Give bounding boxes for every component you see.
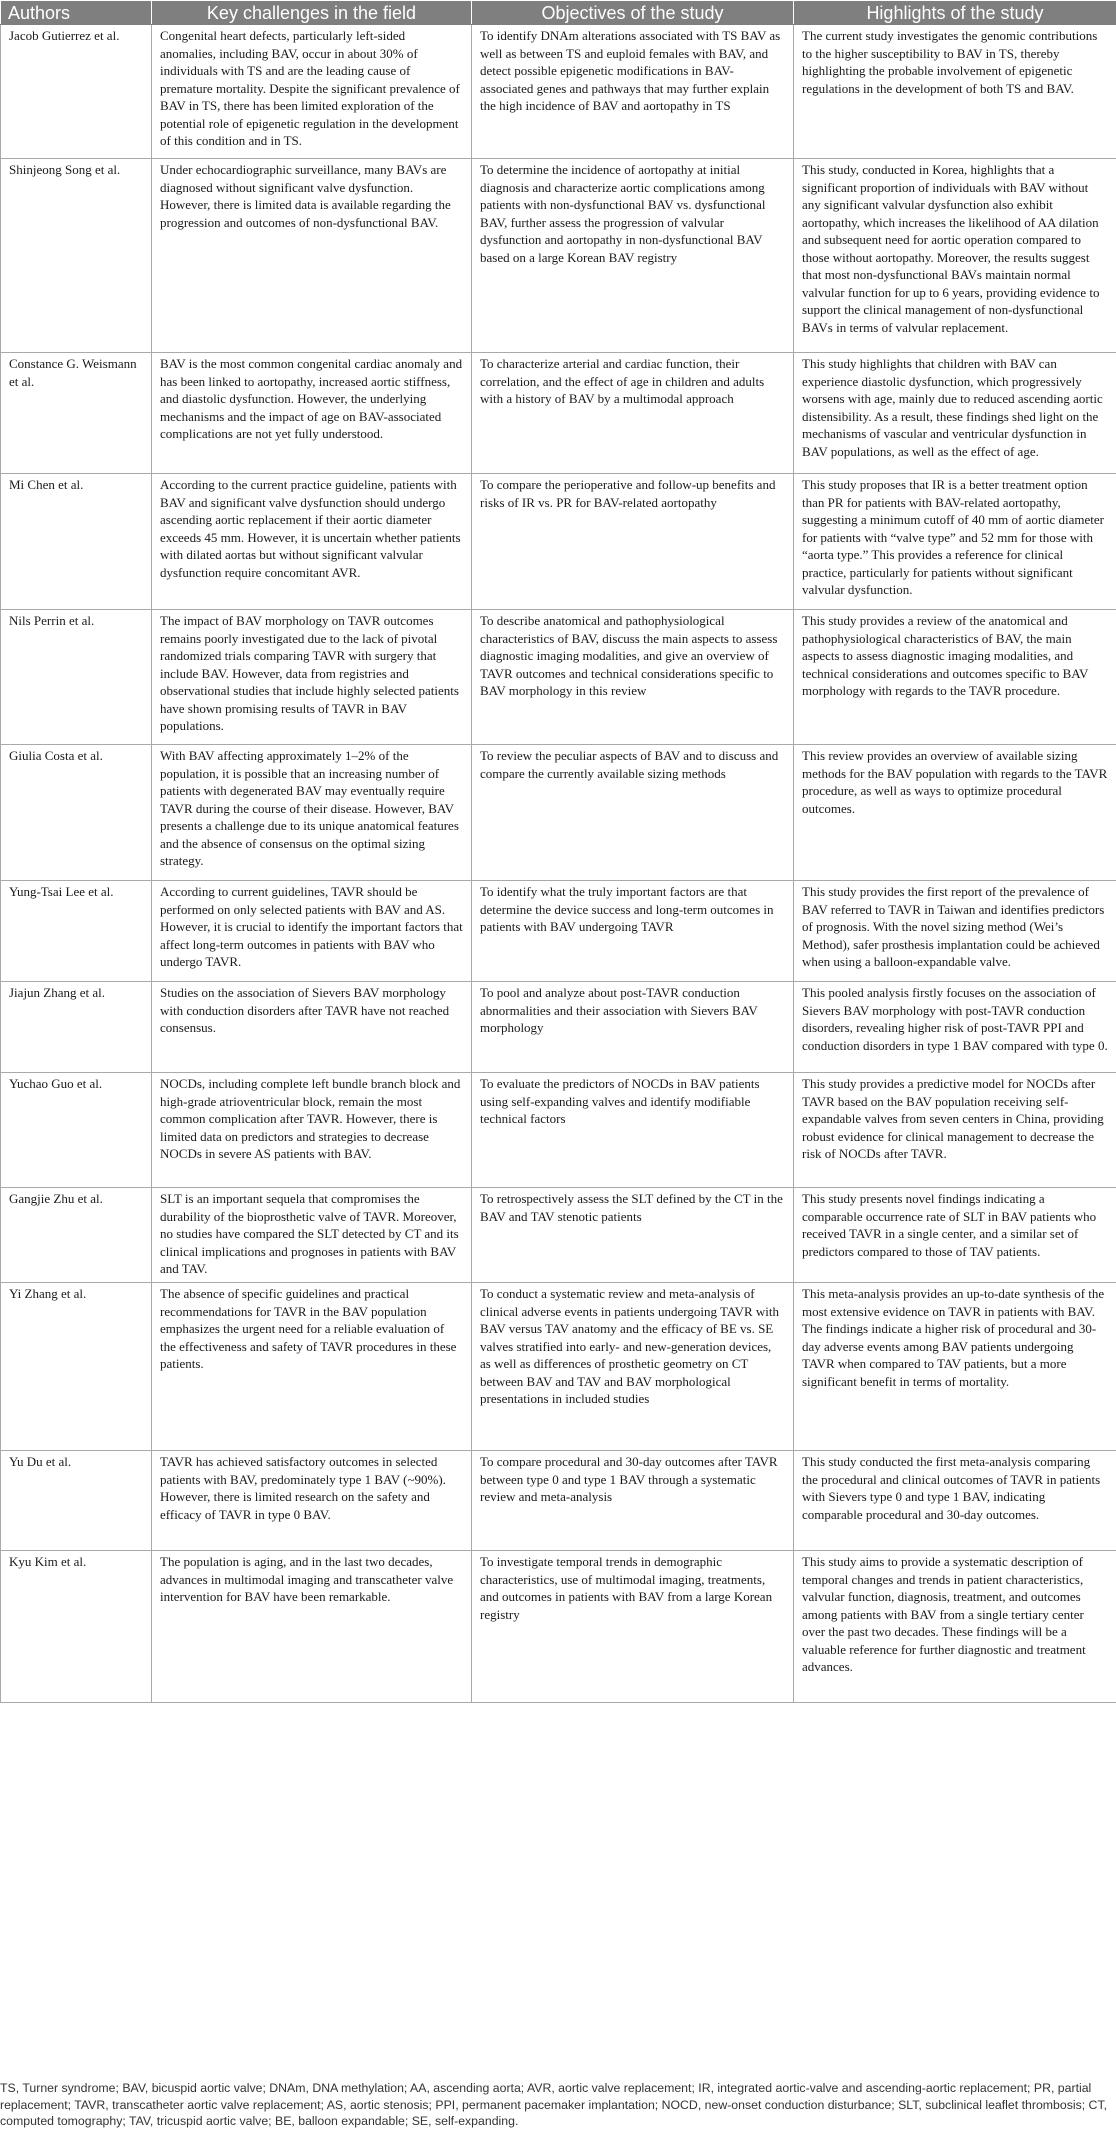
cell-highlights: This study presents novel findings indicating a comparable occurrence rate of SLT in BAV patients who received TAVR in a single center, and a similar set of predictors compared to those of TAV patients. (794, 1188, 1116, 1283)
table-row (1, 881, 1116, 982)
cell-objectives: To pool and analyze about post-TAVR conduction abnormalities and their association with Sievers BAV morphology (472, 982, 794, 1073)
cell-authors: Jiajun Zhang et al. (1, 982, 152, 1073)
table-row (1, 25, 1116, 159)
header-objectives: Objectives of the study (472, 1, 794, 25)
cell-highlights: This study proposes that IR is a better treatment option than PR for patients with BAV-related aortopathy, suggesting a minimum cutoff of 40 mm of aortic diameter for patients with “valve type” and 52 mm for those with “aorta type.” This provides a reference for clinical practice, particularly for patients without significant valvular dysfunction. (794, 474, 1116, 610)
cell-authors: Yung-Tsai Lee et al. (1, 881, 152, 982)
cell-highlights: This review provides an overview of available sizing methods for the BAV population with regards to the TAVR procedure, as well as ways to optimize procedural outcomes. (794, 745, 1116, 881)
cell-objectives: To review the peculiar aspects of BAV and to discuss and compare the currently available sizing methods (472, 745, 794, 881)
cell-highlights: This study highlights that children with BAV can experience diastolic dysfunction, which progressively worsens with age, mainly due to reduced ascending aortic distensibility. As a result, these findings shed light on the mechanisms of vascular and ventricular dysfunction in BAV populations, as well as the effect of age. (794, 353, 1116, 474)
table-row (1, 1283, 1116, 1451)
table-row (1, 474, 1116, 610)
cell-challenges: Congenital heart defects, particularly left-sided anomalies, including BAV, occur in about 30% of individuals with TS and are the leading cause of premature mortality. Despite the significant prevalence of BAV in TS, there has been limited exploration of the potential role of epigenetic regulation in the development of this condition and in TS. (152, 25, 472, 159)
cell-objectives: To identify what the truly important factors are that determine the device success and long-term outcomes in patients with BAV undergoing TAVR (472, 881, 794, 982)
cell-challenges: Under echocardiographic surveillance, many BAVs are diagnosed without significant valve dysfunction. However, there is limited data is available regarding the progression and outcomes of non-dysfunctional BAV. (152, 159, 472, 353)
cell-challenges: According to the current practice guideline, patients with BAV and significant valve dysfunction should undergo ascending aortic replacement if their aortic diameter exceeds 45 mm. However, it is uncertain whether patients with dilated aortas but without significant valvular dysfunction require concomitant AVR. (152, 474, 472, 610)
cell-objectives: To compare the perioperative and follow-up benefits and risks of IR vs. PR for BAV-related aortopathy (472, 474, 794, 610)
cell-challenges: BAV is the most common congenital cardiac anomaly and has been linked to aortopathy, increased aortic stiffness, and diastolic dysfunction. However, the underlying mechanisms and the impact of age on BAV-associated complications are not yet fully understood. (152, 353, 472, 474)
cell-challenges: NOCDs, including complete left bundle branch block and high-grade atrioventricular block, remain the most common complication after TAVR. However, there is limited data on predictors and strategies to decrease NOCDs in severe AS patients with BAV. (152, 1073, 472, 1188)
cell-authors: Yuchao Guo et al. (1, 1073, 152, 1188)
cell-highlights: This study provides the first report of the prevalence of BAV referred to TAVR in Taiwan and identifies predictors of prognosis. With the novel sizing method (Wei’s Method), safer prosthesis implantation could be achieved when using a balloon-expandable valve. (794, 881, 1116, 982)
header-authors: Authors (1, 1, 152, 25)
cell-challenges: The absence of specific guidelines and practical recommendations for TAVR in the BAV population emphasizes the urgent need for a reliable evaluation of the effectiveness and safety of TAVR procedures in these patients. (152, 1283, 472, 1451)
cell-objectives: To retrospectively assess the SLT defined by the CT in the BAV and TAV stenotic patients (472, 1188, 794, 1283)
table-footnote: TS, Turner syndrome; BAV, bicuspid aortic valve; DNAm, DNA methylation; AA, ascending aorta; AVR, aortic valve replacement; IR, integrated aortic-valve and ascending-aortic replacement; PR, partial replacement; TAVR, transcatheter aortic valve replacement; AS, aortic stenosis; PPI, permanent pacemaker implantation; NOCD, new-onset conduction disturbance; SLT, subclinical leaflet thrombosis; CT, computed tomography; TAV, tricuspid aortic valve; BE, balloon expandable; SE, self-expanding. (0, 2080, 1112, 2130)
table-row (1, 353, 1116, 474)
table-row (1, 1073, 1116, 1188)
cell-objectives: To compare procedural and 30-day outcomes after TAVR between type 0 and type 1 BAV through a systematic review and meta-analysis (472, 1451, 794, 1551)
cell-highlights: This study aims to provide a systematic description of temporal changes and trends in patient characteristics, valvular function, diagnosis, treatment, and outcomes among patients with BAV from a single tertiary center over the past two decades. These findings will be a valuable reference for further diagnostic and treatment advances. (794, 1551, 1116, 1703)
cell-objectives: To conduct a systematic review and meta-analysis of clinical adverse events in patients undergoing TAVR with BAV versus TAV anatomy and the efficacy of BE vs. SE valves stratified into early- and new-generation devices, as well as differences of prosthetic geometry on CT between BAV and TAV and BAV morphological presentations in included studies (472, 1283, 794, 1451)
cell-challenges: The impact of BAV morphology on TAVR outcomes remains poorly investigated due to the lack of pivotal randomized trials comparing TAVR with surgery that include BAV. However, data from registries and observational studies that include highly selected patients have shown promising results of TAVR in BAV populations. (152, 610, 472, 745)
cell-highlights: This pooled analysis firstly focuses on the association of Sievers BAV morphology with post-TAVR conduction disorders, revealing higher risk of post-TAVR PPI and conduction disorders in type 1 BAV compared with type 0. (794, 982, 1116, 1073)
table-row (1, 610, 1116, 745)
cell-challenges: TAVR has achieved satisfactory outcomes in selected patients with BAV, predominately type 1 BAV (~90%). However, there is limited research on the safety and efficacy of TAVR in type 0 BAV. (152, 1451, 472, 1551)
cell-authors: Giulia Costa et al. (1, 745, 152, 881)
table-row (1, 982, 1116, 1073)
cell-challenges: SLT is an important sequela that compromises the durability of the bioprosthetic valve of TAVR. Moreover, no studies have compared the SLT detected by CT and its clinical implications and prognoses in patients with BAV and TAV. (152, 1188, 472, 1283)
cell-authors: Mi Chen et al. (1, 474, 152, 610)
cell-objectives: To determine the incidence of aortopathy at initial diagnosis and characterize aortic complications among patients with non-dysfunctional BAV vs. dysfunctional BAV, further assess the progression of valvular dysfunction and aortopathy in non-dysfunctional BAV based on a large Korean BAV registry (472, 159, 794, 353)
cell-highlights: This study conducted the first meta-analysis comparing the procedural and clinical outcomes of TAVR in patients with Sievers type 0 and type 1 BAV, indicating comparable procedural and 30-day outcomes. (794, 1451, 1116, 1551)
table-row (1, 1451, 1116, 1551)
cell-challenges: The population is aging, and in the last two decades, advances in multimodal imaging and transcatheter valve intervention for BAV have been remarkable. (152, 1551, 472, 1703)
cell-objectives: To investigate temporal trends in demographic characteristics, use of multimodal imaging, treatments, and outcomes in patients with BAV from a large Korean registry (472, 1551, 794, 1703)
cell-highlights: This study provides a predictive model for NOCDs after TAVR based on the BAV population receiving self-expandable valves from seven centers in China, providing robust evidence for clinical management to decrease the risk of NOCDs after TAVR. (794, 1073, 1116, 1188)
table-row (1, 1188, 1116, 1283)
cell-highlights: This study, conducted in Korea, highlights that a significant proportion of individuals with BAV without any significant valvular dysfunction also exhibit aortopathy, which increases the likelihood of AA dilation and subsequent need for aortic operation compared to those without aortopathy. Moreover, the results suggest that most non-dysfunctional BAVs maintain normal valvular function for up to 6 years, providing evidence to support the clinical management of non-dysfunctional BAVs in terms of valvular replacement. (794, 159, 1116, 353)
table-header-row (1, 1, 1116, 25)
cell-objectives: To characterize arterial and cardiac function, their correlation, and the effect of age in children and adults with a history of BAV by a multimodal approach (472, 353, 794, 474)
cell-authors: Shinjeong Song et al. (1, 159, 152, 353)
cell-authors: Constance G. Weismann et al. (1, 353, 152, 474)
cell-challenges: According to current guidelines, TAVR should be performed on only selected patients with BAV and AS. However, it is crucial to identify the important factors that affect long-term outcomes in patients with BAV who undergo TAVR. (152, 881, 472, 982)
cell-authors: Kyu Kim et al. (1, 1551, 152, 1703)
cell-authors: Nils Perrin et al. (1, 610, 152, 745)
cell-objectives: To describe anatomical and pathophysiological characteristics of BAV, discuss the main aspects to assess diagnostic imaging modalities, and give an overview of TAVR outcomes and technical considerations specific to BAV morphology in this review (472, 610, 794, 745)
table-row (1, 159, 1116, 353)
header-key-challenges: Key challenges in the field (152, 1, 472, 25)
cell-authors: Gangjie Zhu et al. (1, 1188, 152, 1283)
cell-authors: Yu Du et al. (1, 1451, 152, 1551)
cell-highlights: This study provides a review of the anatomical and pathophysiological characteristics of BAV, the main aspects to assess diagnostic imaging modalities, and technical considerations and outcomes specific to BAV morphology with regards to the TAVR procedure. (794, 610, 1116, 745)
table-row (1, 1551, 1116, 1703)
cell-challenges: With BAV affecting approximately 1–2% of the population, it is possible that an increasing number of patients with degenerated BAV may eventually require TAVR during the course of their disease. However, BAV presents a challenge due to its unique anatomical features and the absence of consensus on the optimal sizing strategy. (152, 745, 472, 881)
cell-authors: Yi Zhang et al. (1, 1283, 152, 1451)
table-row (1, 745, 1116, 881)
cell-highlights: The current study investigates the genomic contributions to the higher susceptibility to BAV in TS, thereby highlighting the probable involvement of epigenetic regulations in the development of both TS and BAV. (794, 25, 1116, 159)
cell-objectives: To evaluate the predictors of NOCDs in BAV patients using self-expanding valves and identify modifiable technical factors (472, 1073, 794, 1188)
cell-challenges: Studies on the association of Sievers BAV morphology with conduction disorders after TAVR have not reached consensus. (152, 982, 472, 1073)
cell-objectives: To identify DNAm alterations associated with TS BAV as well as between TS and euploid females with BAV, and detect possible epigenetic modifications in BAV-associated genes and pathways that may further explain the high incidence of BAV and aortopathy in TS (472, 25, 794, 159)
cell-authors: Jacob Gutierrez et al. (1, 25, 152, 159)
header-highlights: Highlights of the study (794, 1, 1116, 25)
cell-highlights: This meta-analysis provides an up-to-date synthesis of the most extensive evidence on TAVR in patients with BAV. The findings indicate a higher risk of procedural and 30-day adverse events among BAV patients undergoing TAVR when compared to TAV patients, but a more significant benefit in terms of mortality. (794, 1283, 1116, 1451)
